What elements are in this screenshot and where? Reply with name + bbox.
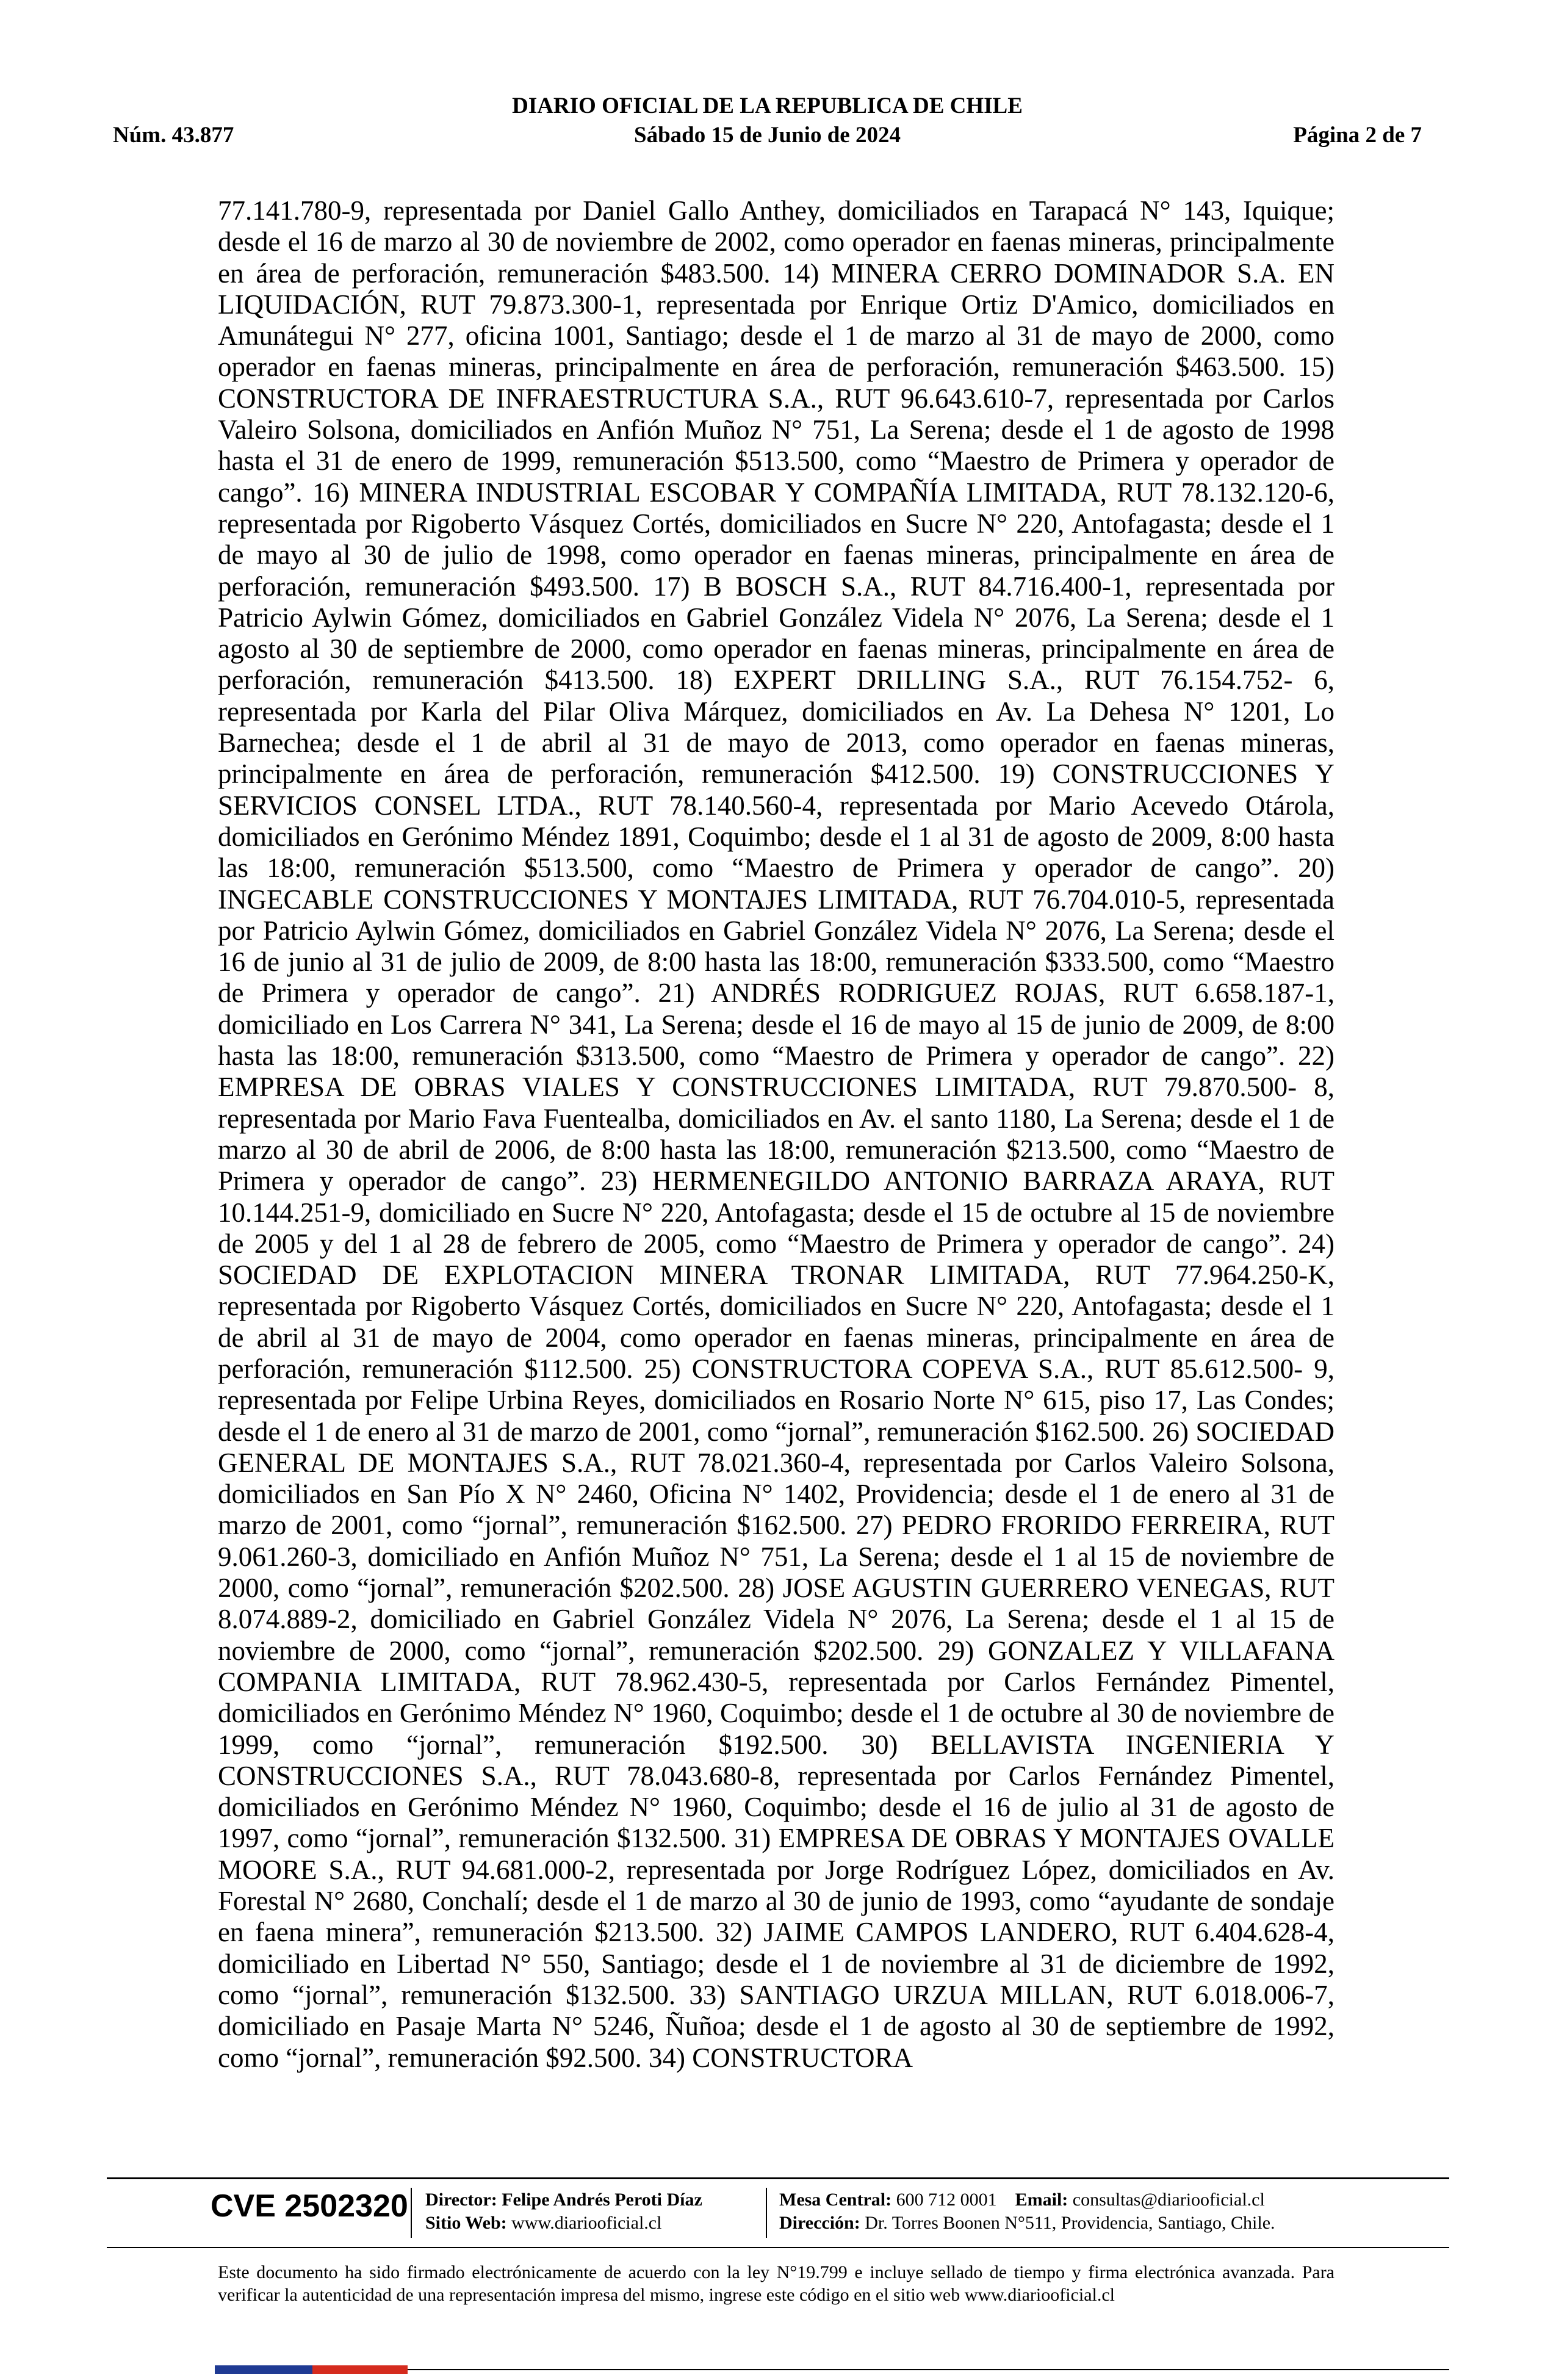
footer-bottom-rule [408, 2369, 1449, 2370]
issue-date: Sábado 15 de Junio de 2024 [634, 123, 901, 148]
footer-director-block [425, 2188, 702, 2235]
direccion-label: Dirección: [779, 2213, 860, 2233]
web-label: Sitio Web: [425, 2213, 507, 2233]
footer-separator-right [766, 2188, 767, 2238]
page-header [113, 92, 1422, 153]
page-indicator: Página 2 de 7 [1293, 123, 1422, 148]
legal-notice: Este documento ha sido firmado electrónicamente de acuerdo con la ley N°19.799 e incluye sellado de tiempo y firma electrónica avanzada. Para verificar la autenticidad de una representación impresa del mismo, ingrese este código en el sitio web www.diariooficial.cl [218, 2262, 1334, 2305]
director-label: Director: [425, 2190, 497, 2210]
web-link[interactable]: www.diariooficial.cl [511, 2213, 662, 2233]
gazette-title: DIARIO OFICIAL DE LA REPUBLICA DE CHILE [512, 93, 1023, 118]
email-label: Email: [1015, 2190, 1068, 2210]
cve-code: CVE 2502320 [211, 2188, 408, 2224]
mesa-phone: 600 712 0001 [896, 2190, 997, 2210]
flag-stripe-blue [215, 2365, 312, 2374]
footer-mid-rule [107, 2247, 1449, 2248]
mesa-label: Mesa Central: [779, 2190, 892, 2210]
footer-separator-left [411, 2188, 412, 2238]
email-link[interactable]: consultas@diariooficial.cl [1072, 2190, 1265, 2210]
direccion-value: Dr. Torres Boonen N°511, Providencia, Santiago, Chile. [865, 2213, 1275, 2233]
body-paragraph: 77.141.780-9, representada por Daniel Gallo Anthey, domiciliados en Tarapacá N° 143, Iquique; desde el 16 de marzo al 30 de noviembre de 2002, como operador en faenas mineras, principalmente en área de perforación, remuneración $483.500. 14) MINERA CERRO DOMINADOR S.A. EN LIQUIDACIÓN, RUT 79.873.300-1, representada por Enrique Ortiz D'Amico, domiciliados en Amunátegui N° 277, oficina 1001, Santiago; desde el 1 de marzo al 31 de mayo de 2000, como operador en faenas mineras, principalmente en área de perforación, remuneración $463.500. 15) CONSTRUCTORA DE INFRAESTRUCTURA S.A., RUT 96.643.610-7, representada por Carlos Valeiro Solsona, domiciliados en Anfión Muñoz N° 751, La Serena; desde el 1 de agosto de 1998 hasta el 31 de enero de 1999, remuneración $513.500, como “Maestro de Primera y operador de cango”. 16) MINERA INDUSTRIAL ESCOBAR Y COMPAÑÍA LIMITADA, RUT 78.132.120-6, representada por Rigoberto Vásquez Cortés, domiciliados en Sucre N° 220, Antofagasta; desde el 1 de mayo al 30 de julio de 1998, como operador en faenas mineras, principalmente en área de perforación, remuneración $493.500. 17) B BOSCH S.A., RUT 84.716.400-1, representada por Patricio Aylwin Gómez, domiciliados en Gabriel González Videla N° 2076, La Serena; desde el 1 agosto al 30 de septiembre de 2000, como operador en faenas mineras, principalmente en área de perforación, remuneración $413.500. 18) EXPERT DRILLING S.A., RUT 76.154.752- 6, representada por Karla del Pilar Oliva Márquez, domiciliados en Av. La Dehesa N° 1201, Lo Barnechea; desde el 1 de abril al 31 de mayo de 2013, como operador en faenas mineras, principalmente en área de perforación, remuneración $412.500. 19) CONSTRUCCIONES Y SERVICIOS CONSEL LTDA., RUT 78.140.560-4, representada por Mario Acevedo Otárola, domiciliados en Gerónimo Méndez 1891, Coquimbo; desde el 1 al 31 de agosto de 2009, 8:00 hasta las 18:00, remuneración $513.500, como “Maestro de Primera y operador de cango”. 20) INGECABLE CONSTRUCCIONES Y MONTAJES LIMITADA, RUT 76.704.010-5, representada por Patricio Aylwin Gómez, domiciliados en Gabriel González Videla N° 2076, La Serena; desde el 16 de junio al 31 de julio de 2009, de 8:00 hasta las 18:00, remuneración $333.500, como “Maestro de Primera y operador de cango”. 21) ANDRÉS RODRIGUEZ ROJAS, RUT 6.658.187-1, domiciliado en Los Carrera N° 341, La Serena; desde el 16 de mayo al 15 de junio de 2009, de 8:00 hasta las 18:00, remuneración $313.500, como “Maestro de Primera y operador de cango”. 22) EMPRESA DE OBRAS VIALES Y CONSTRUCCIONES LIMITADA, RUT 79.870.500- 8, representada por Mario Fava Fuentealba, domiciliados en Av. el santo 1180, La Serena; desde el 1 de marzo al 30 de abril de 2006, de 8:00 hasta las 18:00, remuneración $213.500, como “Maestro de Primera y operador de cango”. 23) HERMENEGILDO ANTONIO BARRAZA ARAYA, RUT 10.144.251-9, domiciliado en Sucre N° 220, Antofagasta; desde el 15 de octubre al 15 de noviembre de 2005 y del 1 al 28 de febrero de 2005, como “Maestro de Primera y operador de cango”. 24) SOCIEDAD DE EXPLOTACION MINERA TRONAR LIMITADA, RUT 77.964.250-K, representada por Rigoberto Vásquez Cortés, domiciliados en Sucre N° 220, Antofagasta; desde el 1 de abril al 31 de mayo de 2004, como operador en faenas mineras, principalmente en área de perforación, remuneración $112.500. 25) CONSTRUCTORA COPEVA S.A., RUT 85.612.500- 9, representada por Felipe Urbina Reyes, domiciliados en Rosario Norte N° 615, piso 17, Las Condes; desde el 1 de enero al 31 de marzo de 2001, como “jornal”, remuneración $162.500. 26) SOCIEDAD GENERAL DE MONTAJES S.A., RUT 78.021.360-4, representada por Carlos Valeiro Solsona, domiciliados en San Pío X N° 2460, Oficina N° 1402, Providencia; desde el 1 de enero al 31 de marzo de 2001, como “jornal”, remuneración $162.500. 27) PEDRO FRORIDO FERREIRA, RUT 9.061.260-3, domiciliado en Anfión Muñoz N° 751, La Serena; desde el 1 al 15 de noviembre de 2000, como “jornal”, remuneración $202.500. 28) JOSE AGUSTIN GUERRERO VENEGAS, RUT 8.074.889-2, domiciliado en Gabriel González Videla N° 2076, La Serena; desde el 1 al 15 de noviembre de 2000, como “jornal”, remuneración $202.500. 29) GONZALEZ Y VILLAFANA COMPANIA LIMITADA, RUT 78.962.430-5, representada por Carlos Fernández Pimentel, domiciliados en Gerónimo Méndez N° 1960, Coquimbo; desde el 1 de octubre al 30 de noviembre de 1999, como “jornal”, remuneración $192.500. 30) BELLAVISTA INGENIERIA Y CONSTRUCCIONES S.A., RUT 78.043.680-8, representada por Carlos Fernández Pimentel, domiciliados en Gerónimo Méndez N° 1960, Coquimbo; desde el 16 de julio al 31 de agosto de 1997, como “jornal”, remuneración $132.500. 31) EMPRESA DE OBRAS Y MONTAJES OVALLE MOORE S.A., RUT 94.681.000-2, representada por Jorge Rodríguez López, domiciliados en Av. Forestal N° 2680, Conchalí; desde el 1 de marzo al 30 de junio de 1993, como “ayudante de sondaje en faena minera”, remuneración $213.500. 32) JAIME CAMPOS LANDERO, RUT 6.404.628-4, domiciliado en Libertad N° 550, Santiago; desde el 1 de noviembre al 31 de diciembre de 1992, como “jornal”, remuneración $132.500. 33) SANTIAGO URZUA MILLAN, RUT 6.018.006-7, domiciliado en Pasaje Marta N° 5246, Ñuñoa; desde el 1 de agosto al 30 de septiembre de 1992, como “jornal”, remuneración $92.500. 34) CONSTRUCTORA [218, 195, 1334, 2073]
director-name: Felipe Andrés Peroti Díaz [502, 2190, 702, 2210]
issue-number: Núm. 43.877 [113, 123, 234, 148]
footer-contact-block [779, 2188, 1275, 2235]
footer-top-rule [107, 2177, 1449, 2179]
flag-stripe-red [312, 2365, 408, 2374]
